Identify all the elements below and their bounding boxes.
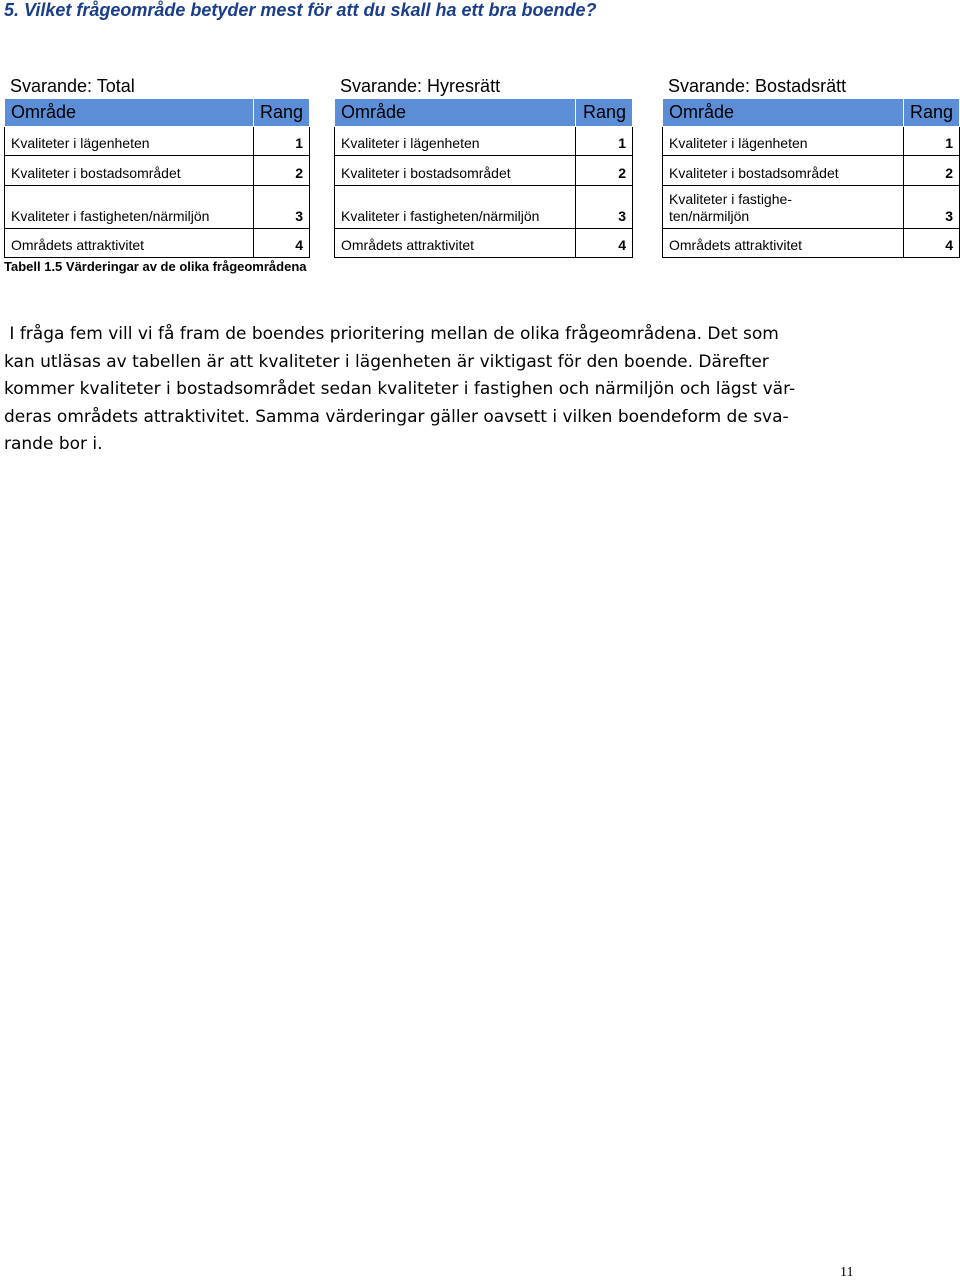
area-cell: Kvaliteter i fastigheten/närmiljön — [5, 186, 254, 229]
area-cell: Områdets attraktivitet — [663, 229, 904, 258]
rank-cell: 3 — [903, 186, 959, 229]
table-block-total — [4, 74, 310, 258]
rank-cell: 2 — [903, 156, 959, 186]
area-cell: Kvaliteter i bostadsområdet — [5, 156, 254, 186]
paragraph-line: kommer kvaliteter i bostadsområdet sedan kvaliteter i fastighen och närmiljön och lägst vär- — [4, 379, 796, 400]
table-title-total: Svarande: Total — [10, 76, 135, 96]
rank-cell: 2 — [254, 156, 310, 186]
rank-cell: 1 — [254, 127, 310, 156]
rank-table-hyresratt — [334, 98, 633, 258]
area-cell: Kvaliteter i fastigheten/närmiljön — [335, 186, 576, 229]
rank-table-bostadsratt — [662, 98, 960, 258]
table-row — [663, 229, 960, 258]
table-row — [5, 186, 310, 229]
rank-cell: 3 — [254, 186, 310, 229]
table-row — [335, 127, 633, 156]
column-header-rank: Rang — [254, 99, 310, 127]
table-row — [335, 156, 633, 186]
table-row — [663, 127, 960, 156]
rank-cell: 4 — [903, 229, 959, 258]
table-row — [663, 156, 960, 186]
column-header-rank: Rang — [903, 99, 959, 127]
table-row — [663, 186, 960, 229]
table-block-bostadsratt — [662, 74, 960, 258]
paragraph-line: rande bor i. — [4, 434, 103, 455]
rank-cell: 2 — [576, 156, 633, 186]
area-cell: Kvaliteter i bostadsområdet — [663, 156, 904, 186]
rank-cell: 4 — [576, 229, 633, 258]
area-cell: Kvaliteter i lägenheten — [5, 127, 254, 156]
table-row — [5, 156, 310, 186]
table-row — [335, 229, 633, 258]
area-cell-line: Kvaliteter i fastighe- — [669, 191, 792, 207]
area-cell: Områdets attraktivitet — [5, 229, 254, 258]
rank-cell: 3 — [576, 186, 633, 229]
table-row — [5, 127, 310, 156]
body-paragraph — [4, 321, 854, 459]
page-number: 11 — [840, 1265, 854, 1280]
rank-table-total — [4, 98, 310, 258]
column-header-area: Område — [5, 99, 254, 127]
table-title-bostadsratt: Svarande: Bostadsrätt — [668, 76, 847, 96]
area-cell — [663, 186, 904, 229]
area-cell: Kvaliteter i lägenheten — [663, 127, 904, 156]
column-header-area: Område — [663, 99, 904, 127]
column-header-area: Område — [335, 99, 576, 127]
rank-cell: 1 — [576, 127, 633, 156]
paragraph-line: deras områdets attraktivitet. Samma värderingar gäller oavsett i vilken boendeform de sva- — [4, 406, 789, 427]
paragraph-line: kan utläsas av tabellen är att kvaliteter i lägenheten är viktigast för den boende. Därefter — [4, 351, 769, 372]
area-cell: Områdets attraktivitet — [335, 229, 576, 258]
rank-cell: 1 — [903, 127, 959, 156]
area-cell-line: ten/närmiljön — [669, 208, 750, 224]
area-cell: Kvaliteter i lägenheten — [335, 127, 576, 156]
table-block-hyresratt — [334, 74, 633, 258]
table-row — [335, 186, 633, 229]
paragraph-line: I fråga fem vill vi få fram de boendes prioritering mellan de olika frågeområdena. Det som — [4, 324, 779, 344]
table-row — [5, 229, 310, 258]
question-heading: 5. Vilket frågeområde betyder mest för att du skall ha ett bra boende? — [4, 0, 597, 20]
table-caption: Tabell 1.5 Värderingar av de olika frågeområdena — [4, 259, 307, 274]
column-header-rank: Rang — [576, 99, 633, 127]
area-cell: Kvaliteter i bostadsområdet — [335, 156, 576, 186]
rank-cell: 4 — [254, 229, 310, 258]
table-title-hyresratt: Svarande: Hyresrätt — [340, 76, 501, 96]
